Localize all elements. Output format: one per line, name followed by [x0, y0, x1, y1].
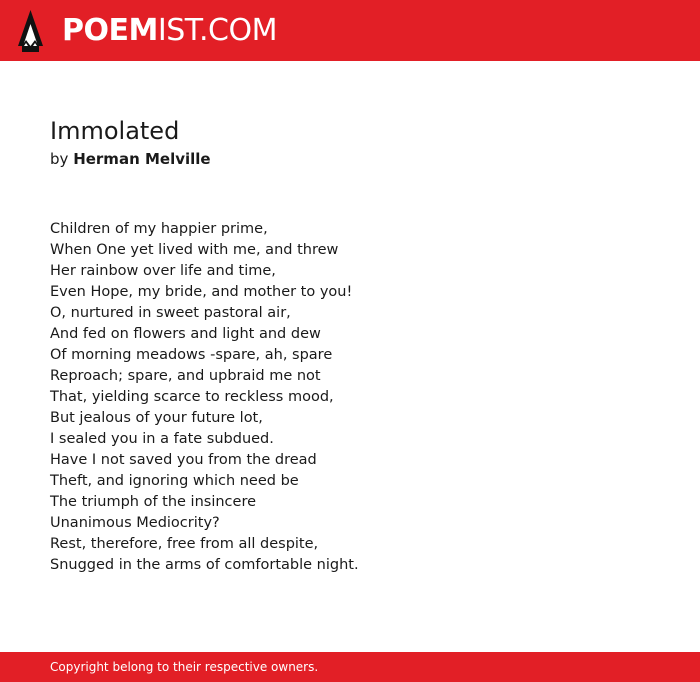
- poem-line: But jealous of your future lot,: [50, 410, 263, 426]
- poem-title: Immolated: [50, 117, 180, 145]
- logo-text-light: IST.COM: [157, 13, 277, 48]
- site-logo[interactable]: [62, 12, 277, 50]
- poem-body: [50, 219, 359, 576]
- poem-line: O, nurtured in sweet pastoral air,: [50, 305, 291, 321]
- poem-line: Snugged in the arms of comfortable night.: [50, 557, 359, 573]
- poem-byline: [50, 149, 211, 169]
- poem-line: That, yielding scarce to reckless mood,: [50, 389, 334, 405]
- site-footer: [0, 652, 700, 682]
- poem-author: Herman Melville: [73, 150, 211, 168]
- copyright-text: Copyright belong to their respective owners.: [50, 660, 319, 674]
- poem-line: Unanimous Mediocrity?: [50, 515, 220, 531]
- poem-line: Rest, therefore, free from all despite,: [50, 536, 319, 552]
- poem-line: The triumph of the insincere: [50, 494, 257, 510]
- poem-line: Of morning meadows -spare, ah, spare: [50, 347, 333, 363]
- poem-line: Even Hope, my bride, and mother to you!: [50, 284, 353, 300]
- pencil-logo-icon[interactable]: [18, 10, 43, 52]
- site-header: [0, 0, 700, 61]
- poem-line: Reproach; spare, and upbraid me not: [50, 368, 321, 384]
- poem-line: Children of my happier prime,: [50, 221, 268, 237]
- poem-line: Her rainbow over life and time,: [50, 263, 276, 279]
- poem-line: When One yet lived with me, and threw: [50, 242, 339, 258]
- logo-text-bold: POEM: [62, 13, 158, 48]
- poem-line: Have I not saved you from the dread: [50, 452, 317, 468]
- poem-line: And fed on flowers and light and dew: [50, 326, 321, 342]
- byline-prefix: by: [50, 150, 69, 168]
- poem-line: I sealed you in a fate subdued.: [50, 431, 274, 447]
- poem-line: Theft, and ignoring which need be: [50, 473, 299, 489]
